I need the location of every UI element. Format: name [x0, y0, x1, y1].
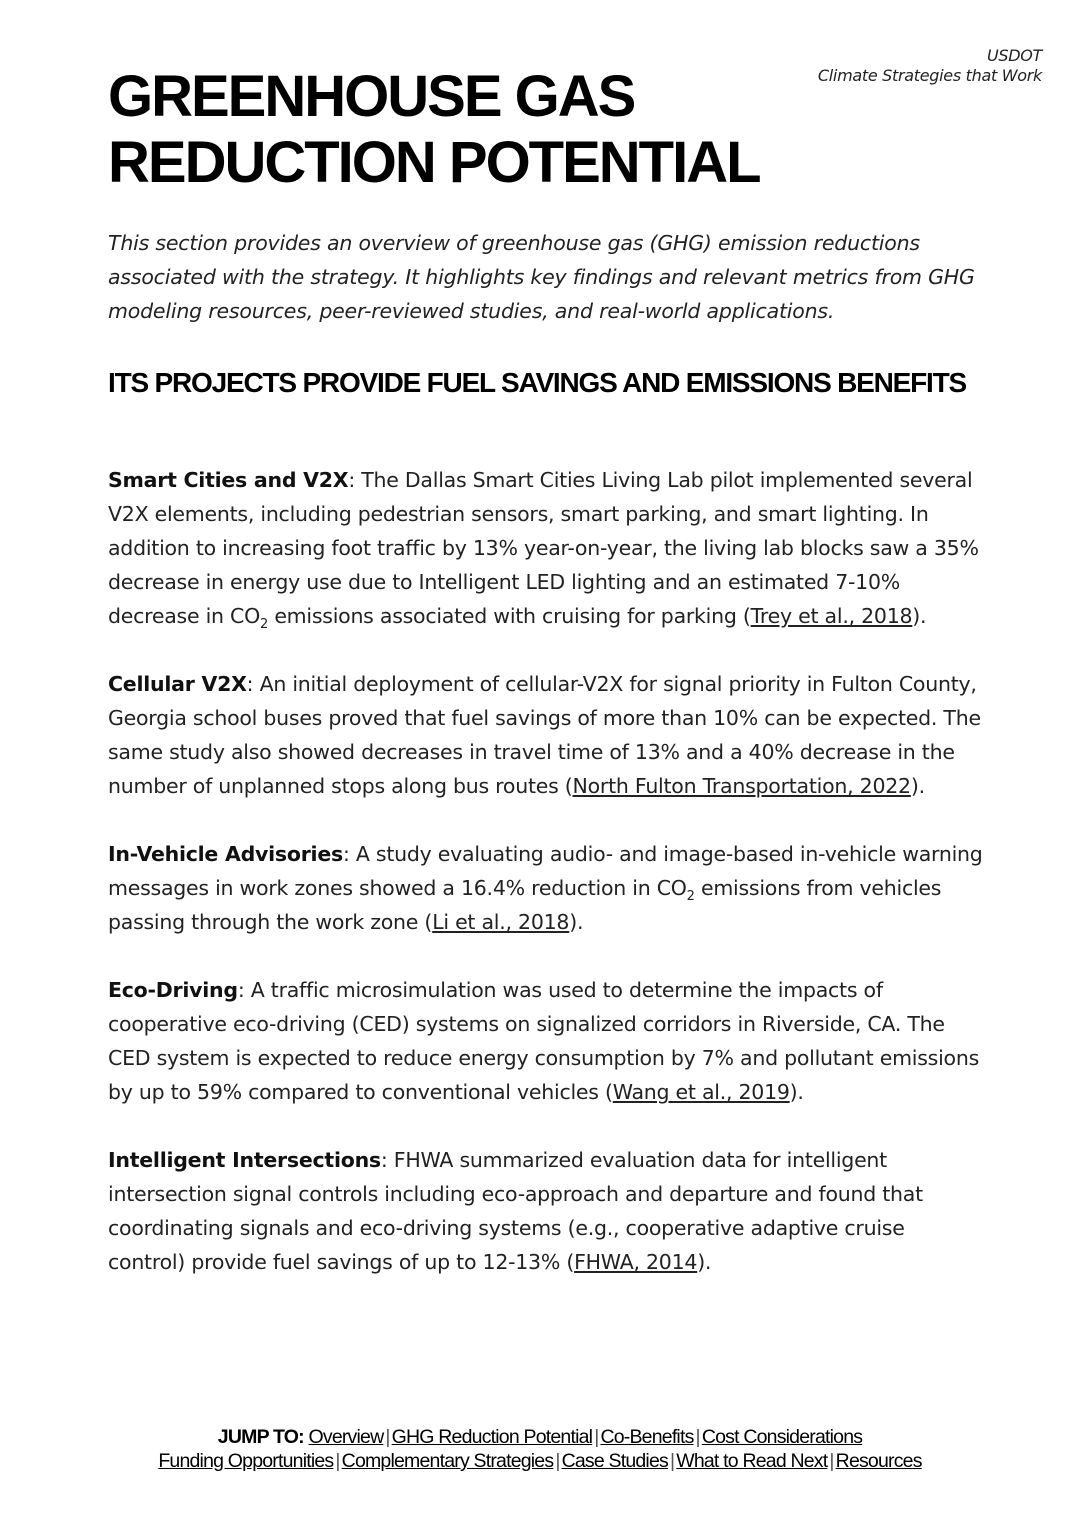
intro-paragraph: This section provides an overview of greenhouse gas (GHG) emission reductions associated with the strategy. It highlights key findings and relevant metrics from GHG modeling resources, peer-reviewed studies, and real-world applications. — [108, 231, 975, 323]
section-heading: ITS PROJECTS PROVIDE FUEL SAVINGS AND EMISSIONS BENEFITS — [108, 367, 966, 398]
finding-label: Cellular V2X — [108, 672, 247, 696]
jump-link-case-studies[interactable]: Case Studies — [561, 1450, 668, 1472]
document-header — [818, 46, 1042, 86]
citation-link[interactable]: Wang et al., 2019 — [612, 1080, 790, 1104]
citation-link[interactable]: Li et al., 2018 — [432, 910, 570, 934]
jump-link-ghg-reduction-potential[interactable]: GHG Reduction Potential — [391, 1426, 593, 1448]
header-series: Climate Strategies that Work — [817, 66, 1042, 85]
finding-in-vehicle-advisories: In-Vehicle Advisories: A study evaluating audio- and image-based in-vehicle warning messages in work zones showed a 16.4% reduction in $CO_2$ emissions from vehicles passing through the work zone (Li et al., 2018). — [108, 842, 983, 934]
header-org: USDOT — [986, 46, 1042, 65]
findings-list — [108, 463, 983, 1313]
finding-eco-driving: Eco-Driving: A traffic microsimulation was used to determine the impacts of cooperative eco-driving (CED) systems on signalized corridors in Riverside, CA. The CED system is expected to reduce energy consumption by 7% and pollutant emissions by up to 59% compared to conventional vehicles (Wang et al., 2019). — [108, 978, 979, 1104]
citation-link[interactable]: FHWA, 2014 — [574, 1250, 698, 1274]
citation-link[interactable]: North Fulton Transportation, 2022 — [572, 774, 911, 798]
page-title-line1: GREENHOUSE GAS — [108, 64, 635, 129]
jump-to-nav: JUMP TO: Overview | GHG Reduction Potential | Co-Benefits | Cost Considerations Funding Opportunities | Complementary Strategies | Case Studies | What to Read Next | Resources — [158, 1426, 922, 1472]
jump-link-cost-considerations[interactable]: Cost Considerations — [701, 1426, 863, 1448]
finding-label: Smart Cities and V2X — [108, 468, 349, 492]
finding-label: Eco-Driving — [108, 978, 238, 1002]
jump-link-resources[interactable]: Resources — [835, 1450, 922, 1472]
finding-smart-cities: Smart Cities and V2X: The Dallas Smart Cities Living Lab pilot implemented several V2X elements, including pedestrian sensors, smart parking, and smart lighting. In addition to increasing foot traffic by 13% year-on-year, the living lab blocks saw a 35% decrease in energy use due to Intelligent LED lighting and an estimated 7-10% decrease in $CO_2$ emissions associated with cruising for parking (Trey et al., 2018). — [108, 468, 979, 633]
jump-link-overview[interactable]: Overview — [308, 1426, 384, 1448]
finding-label: Intelligent Intersections — [108, 1148, 381, 1172]
jump-link-funding-opportunities[interactable]: Funding Opportunities — [158, 1450, 334, 1472]
jump-link-what-to-read-next[interactable]: What to Read Next — [676, 1450, 828, 1472]
jump-link-co-benefits[interactable]: Co-Benefits — [600, 1426, 694, 1448]
citation-link[interactable]: Trey et al., 2018 — [750, 604, 913, 628]
jump-link-complementary-strategies[interactable]: Complementary Strategies — [341, 1450, 554, 1472]
finding-cellular-v2x: Cellular V2X: An initial deployment of cellular-V2X for signal priority in Fulton County, Georgia school buses proved that fuel savings of more than 10% can be expected. The same study also showed decreases in travel time of 13% and a 40% decrease in the number of unplanned stops along bus routes (North Fulton Transportation, 2022). — [108, 672, 981, 798]
finding-intelligent-intersections: Intelligent Intersections: FHWA summarized evaluation data for intelligent intersection signal controls including eco-approach and departure and found that coordinating signals and eco-driving systems (e.g., cooperative adaptive cruise control) provide fuel savings of up to 12-13% (FHWA, 2014). — [108, 1148, 923, 1274]
finding-label: In-Vehicle Advisories — [108, 842, 343, 866]
page-title — [108, 64, 760, 196]
page-title-line2: REDUCTION POTENTIAL — [108, 130, 760, 195]
jump-to-label: JUMP TO: — [217, 1426, 304, 1448]
